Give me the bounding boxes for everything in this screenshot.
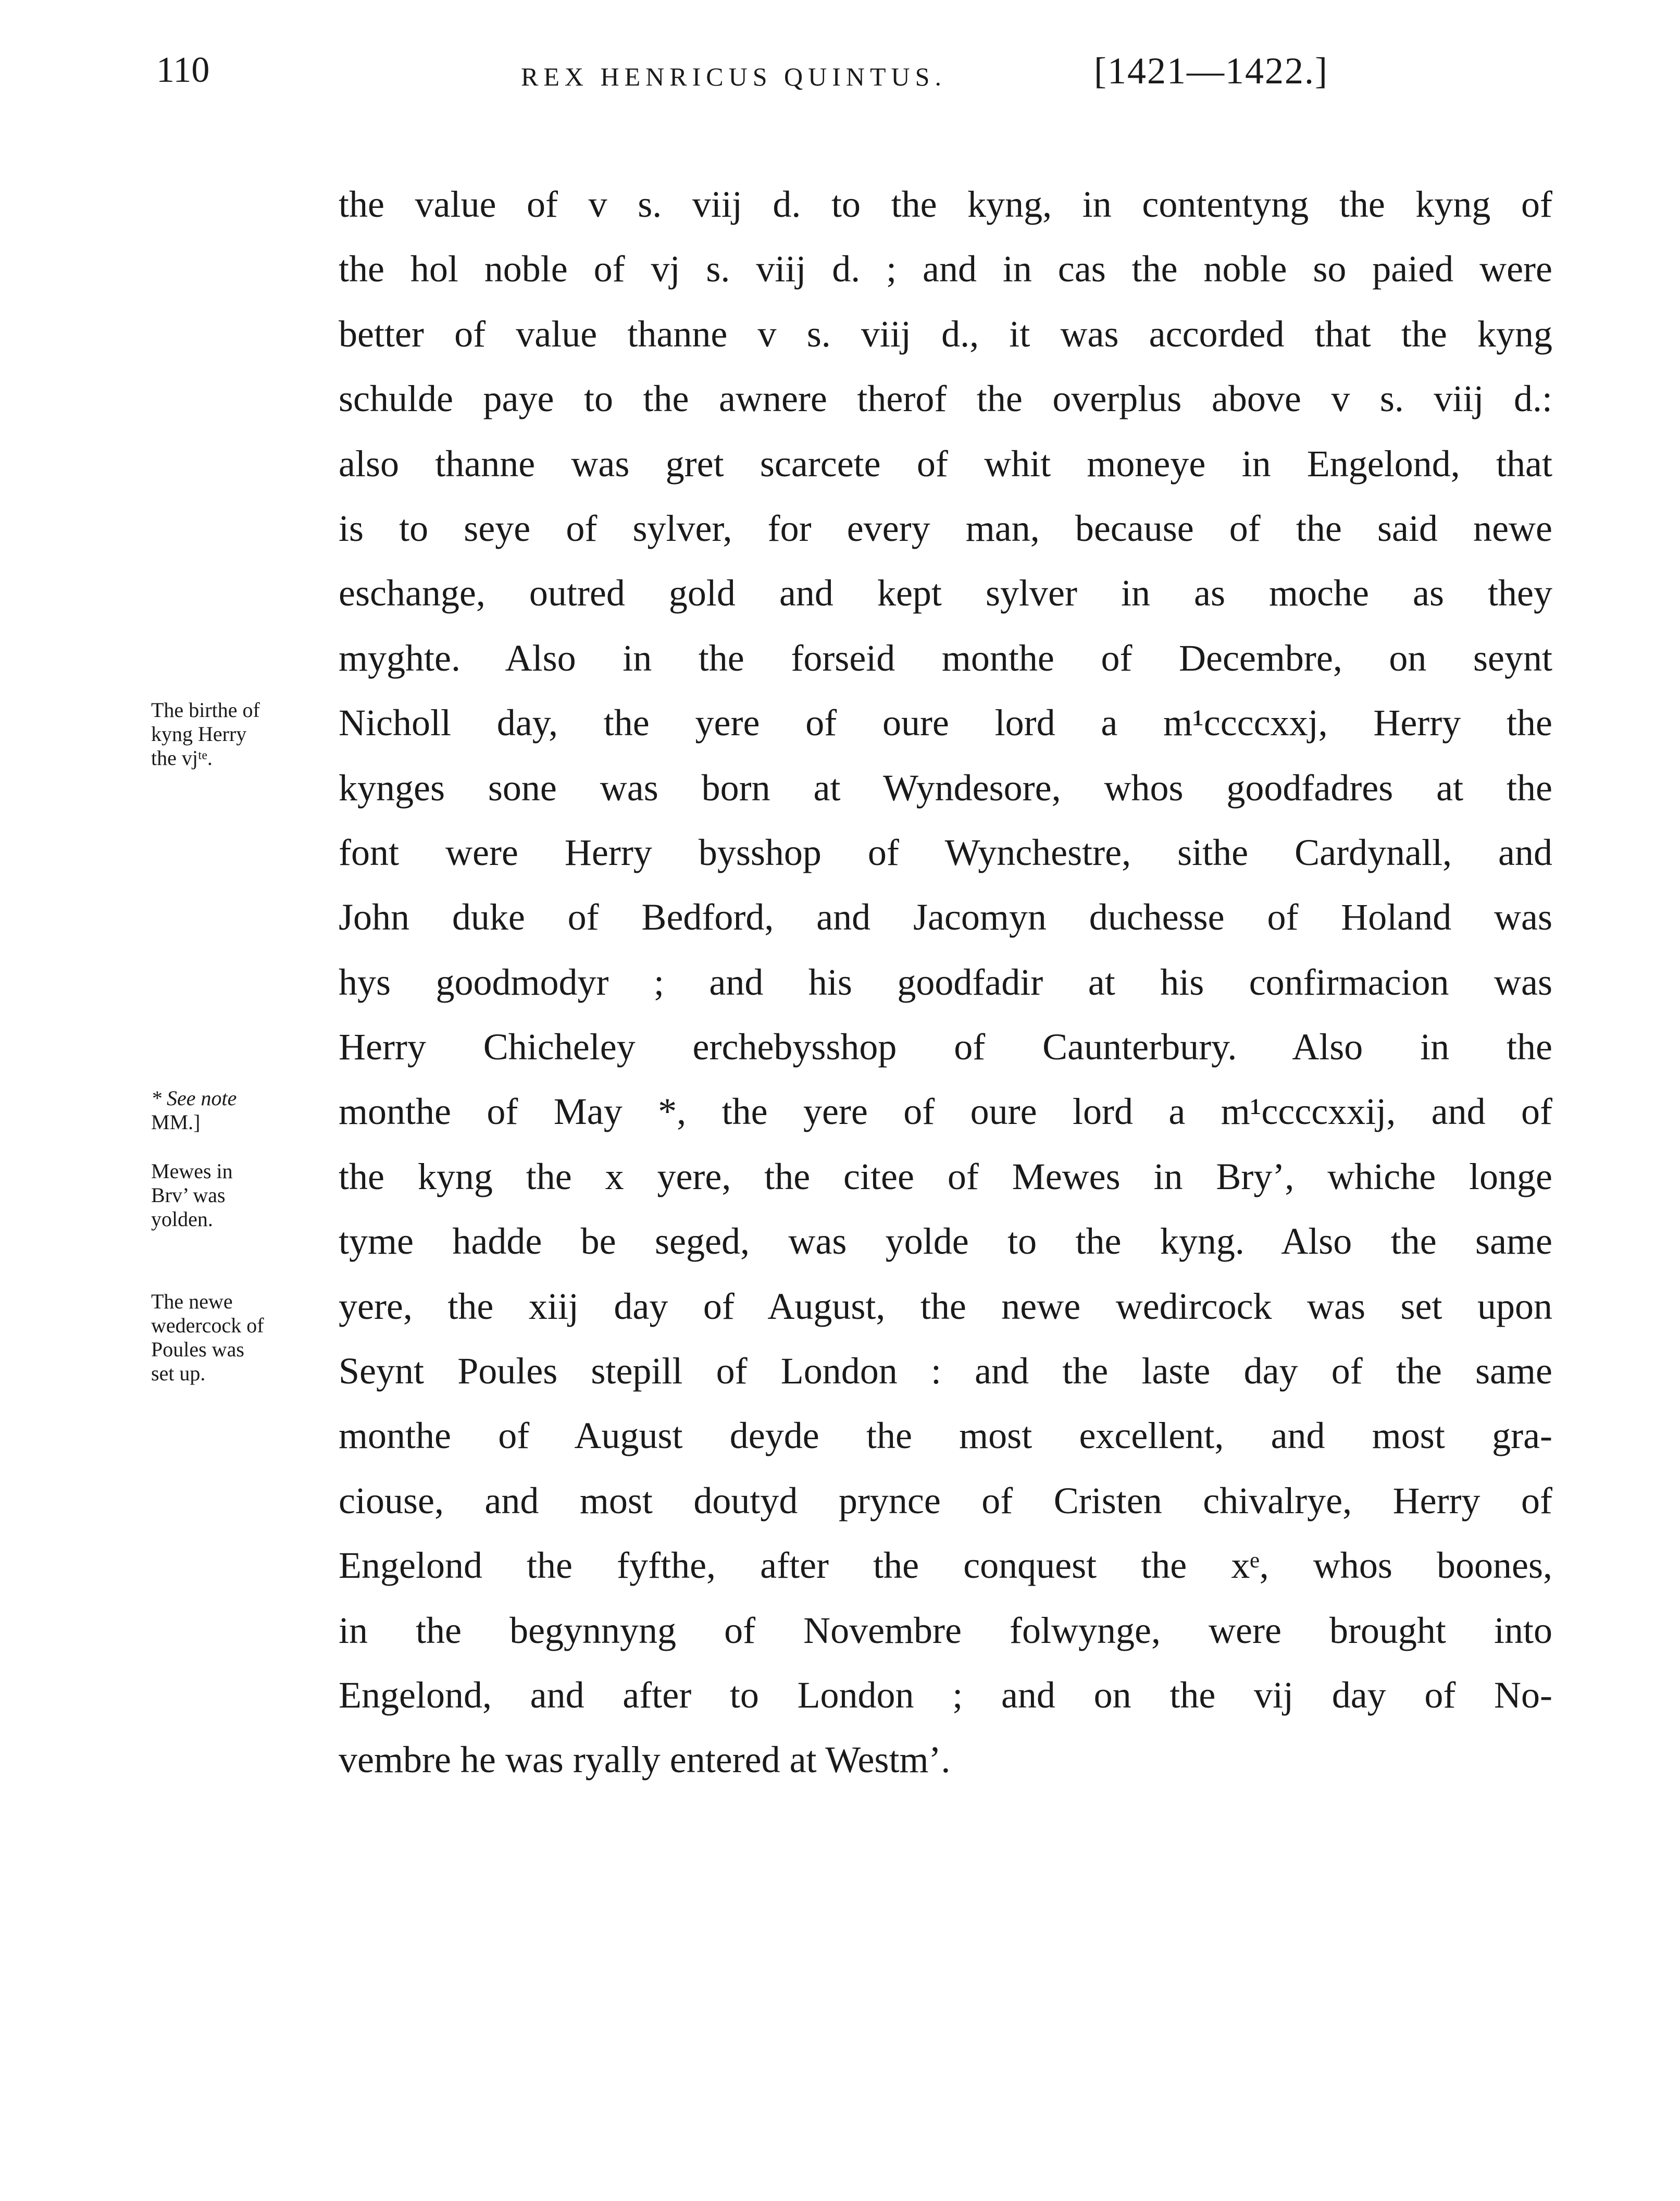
- margin-note-line: the vjᵗᵉ.: [151, 746, 213, 770]
- margin-note-line: set up.: [151, 1362, 206, 1385]
- margin-note-line: Brv’ was: [151, 1183, 226, 1207]
- body-line: ciouse, and most doutyd prynce of Cristen chivalrye, Herry of: [339, 1479, 1552, 1522]
- body-line: the value of v s. viij d. to the kyng, in contentyng the kyng of: [339, 183, 1552, 225]
- body-line: the hol noble of vj s. viij d. ; and in cas the noble so paied were: [339, 248, 1552, 290]
- margin-note-line: The birthe of: [151, 698, 260, 722]
- body-line: Herry Chicheley erchebysshop of Caunterbury. Also in the: [339, 1026, 1552, 1068]
- body-line: schulde paye to the awnere therof the overplus above v s. viij d.:: [339, 378, 1552, 420]
- body-line: myghte. Also in the forseid monthe of Decembre, on seynt: [339, 637, 1552, 679]
- running-title: REX HENRICUS QUINTUS.: [521, 62, 947, 91]
- body-line: better of value thanne v s. viij d., it was accorded that the kyng: [339, 313, 1552, 355]
- margin-note-wedercock: [151, 1290, 328, 1386]
- body-line: Nicholl day, the yere of oure lord a m¹ccccxxj, Herry the: [339, 702, 1552, 744]
- margin-note-line: The newe: [151, 1290, 233, 1313]
- margin-note-line: MM.]: [151, 1110, 201, 1134]
- body-line: Engelond, and after to London ; and on the vij day of No-: [339, 1674, 1552, 1716]
- margin-note-line: Mewes in: [151, 1159, 233, 1183]
- body-text: [339, 172, 1552, 1792]
- body-line: eschange, outred gold and kept sylver in as moche as they: [339, 572, 1552, 614]
- margin-note-birth: [151, 698, 328, 770]
- margin-note-line: kyng Herry: [151, 722, 247, 746]
- body-line: vembre he was ryally entered at Westm’.: [339, 1739, 951, 1781]
- margin-note-line: wedercock of: [151, 1314, 264, 1337]
- body-line: monthe of May *, the yere of oure lord a m¹ccccxxij, and of: [339, 1091, 1552, 1133]
- body-line: monthe of August deyde the most excellent, and most gra-: [339, 1415, 1552, 1457]
- body-line: kynges sone was born at Wyndesore, whos goodfadres at the: [339, 766, 1552, 809]
- body-line: in the begynnyng of Novembre folwynge, were brought into: [339, 1609, 1552, 1651]
- body-line: yere, the xiij day of August, the newe wedircock was set upon: [339, 1285, 1552, 1327]
- body-line: is to seye of sylver, for every man, because of the said newe: [339, 507, 1552, 549]
- body-line: hys goodmodyr ; and his goodfadir at his confirmacion was: [339, 961, 1552, 1003]
- body-line: Seynt Poules stepill of London : and the laste day of the same: [339, 1350, 1552, 1392]
- margin-note-mewes: [151, 1159, 328, 1231]
- margin-note-line: yolden.: [151, 1207, 213, 1231]
- body-line: font were Herry bysshop of Wynchestre, sithe Cardynall, and: [339, 831, 1552, 873]
- body-line: the kyng the x yere, the citee of Mewes in Bry’, whiche longe: [339, 1155, 1552, 1197]
- body-line: tyme hadde be seged, was yolde to the kyng. Also the same: [339, 1220, 1552, 1263]
- body-line: John duke of Bedford, and Jacomyn duchesse of Holand was: [339, 896, 1552, 938]
- page-number: 110: [156, 50, 210, 90]
- body-line: also thanne was gret scarcete of whit moneye in Engelond, that: [339, 442, 1552, 485]
- date-range: [1421—1422.]: [1094, 50, 1328, 92]
- body-line: Engelond the fyfthe, after the conquest the xᵉ, whos boones,: [339, 1544, 1552, 1587]
- margin-note-line: * See note: [151, 1086, 237, 1110]
- margin-note-line: Poules was: [151, 1338, 244, 1361]
- margin-note-see-note: [151, 1086, 328, 1134]
